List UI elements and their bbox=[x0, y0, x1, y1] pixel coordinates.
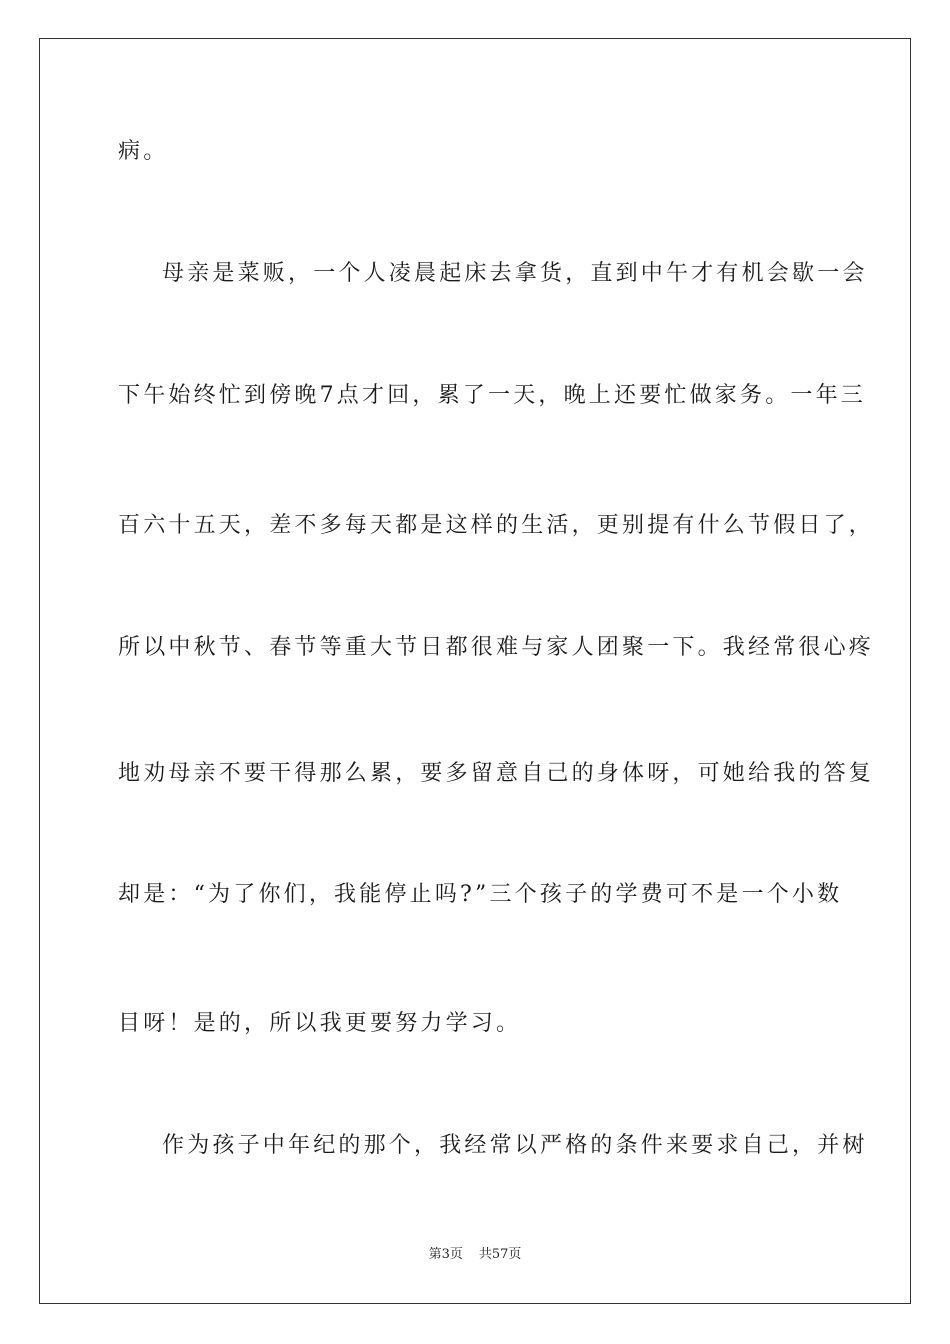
paragraph-start-line-2: 母亲是菜贩，一个人凌晨起床去拿货，直到中午才有机会歇一会 bbox=[162, 261, 868, 286]
text-line-6: 地劝母亲不要干得那么累，要多留意自己的身体呀，可她给我的答复 bbox=[118, 761, 875, 786]
text-line-4: 百六十五天，差不多每天都是这样的生活，更别提有什么节假日了， bbox=[118, 513, 875, 538]
paragraph-start-line-9: 作为孩子中年纪的那个，我经常以严格的条件来要求自己，并树 bbox=[162, 1133, 868, 1158]
page-footer bbox=[0, 1246, 950, 1264]
text-line-5: 所以中秋节、春节等重大节日都很难与家人团聚一下。我经常很心疼 bbox=[118, 635, 875, 660]
text-line-8: 目呀！是的，所以我更要努力学习。 bbox=[118, 1011, 522, 1036]
page-border bbox=[39, 38, 911, 1304]
total-pages-label: 共57页 bbox=[478, 1247, 522, 1262]
text-line-1: 病。 bbox=[118, 139, 169, 164]
text-line-7: 却是：“为了你们，我能停止吗?”三个孩子的学费可不是一个小数 bbox=[118, 882, 843, 907]
text-line-3: 下午始终忙到傍晚7点才回，累了一天，晚上还要忙做家务。一年三 bbox=[118, 383, 866, 408]
current-page-label: 第3页 bbox=[428, 1247, 463, 1262]
